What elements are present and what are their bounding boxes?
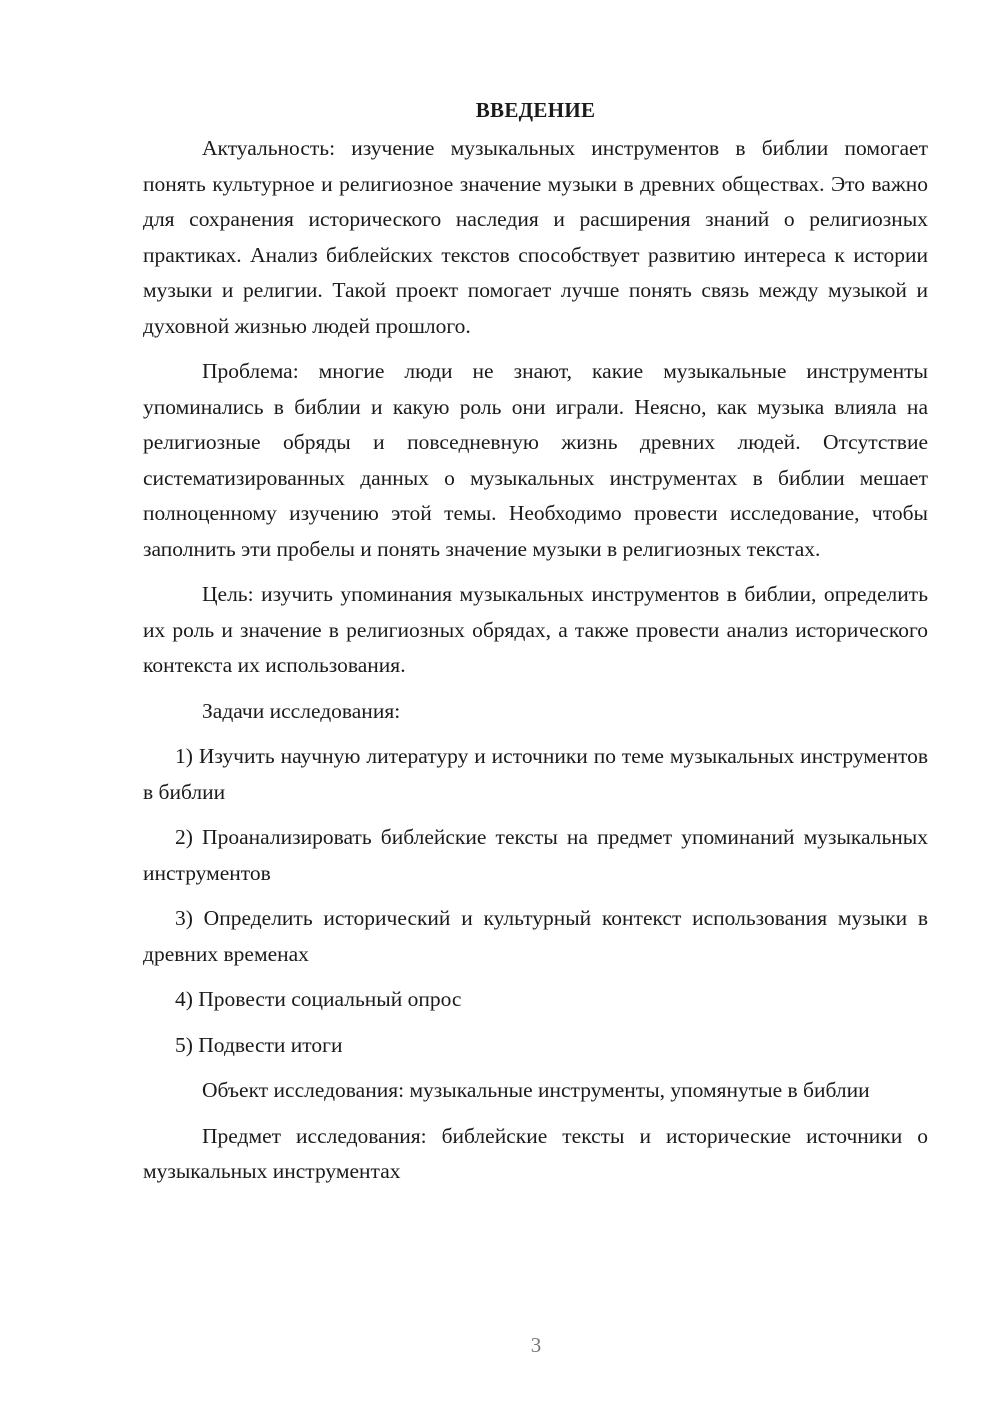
tasks-list — [143, 739, 928, 1063]
task-item: 5) Подвести итоги — [175, 1032, 343, 1057]
object-paragraph: Объект исследования: музыкальные инструменты, упомянутые в библии — [202, 1078, 870, 1102]
task-item: 2) Проанализировать библейские тексты на предмет упоминаний музыкальных инструментов — [143, 825, 928, 885]
goal-paragraph: Цель: изучить упоминания музыкальных инструментов в библии, определить их роль и значение в религиозных обрядах, а также провести анализ исторического контекста их использования. — [143, 582, 928, 677]
problem-paragraph: Проблема: многие люди не знают, какие музыкальные инструменты упоминались в библии и какую роль они играли. Неясно, как музыка влияла на религиозные обряды и повседневную жизнь древних людей. Отсутствие систематизированных данных о музыкальных инструментах в библии мешает полноценному изучению этой темы. Необходимо провести исследование, чтобы заполнить эти пробелы и понять значение музыки в религиозных текстах. — [143, 359, 928, 561]
page-number: 3 — [530, 1333, 542, 1357]
relevance-paragraph: Актуальность: изучение музыкальных инструментов в библии помогает понять культурное и религиозное значение музыки в древних обществах. Это важно для сохранения исторического наследия и расширения знаний о религиозных практиках. Анализ библейских текстов способствует развитию интереса к истории музыки и религии. Такой проект помогает лучше понять связь между музыкой и духовной жизнью людей прошлого. — [143, 136, 928, 338]
document-page — [143, 95, 928, 1190]
subject-paragraph: Предмет исследования: библейские тексты и исторические источники о музыкальных инструментах — [143, 1123, 928, 1183]
task-item: 3) Определить исторический и культурный контекст использования музыки в древних временах — [143, 906, 928, 966]
task-item: 1) Изучить научную литературу и источники по теме музыкальных инструментов в библии — [143, 744, 928, 804]
tasks-heading: Задачи исследования: — [202, 698, 401, 723]
task-item: 4) Провести социальный опрос — [175, 987, 462, 1011]
page-title: ВВЕДЕНИЕ — [475, 98, 596, 122]
